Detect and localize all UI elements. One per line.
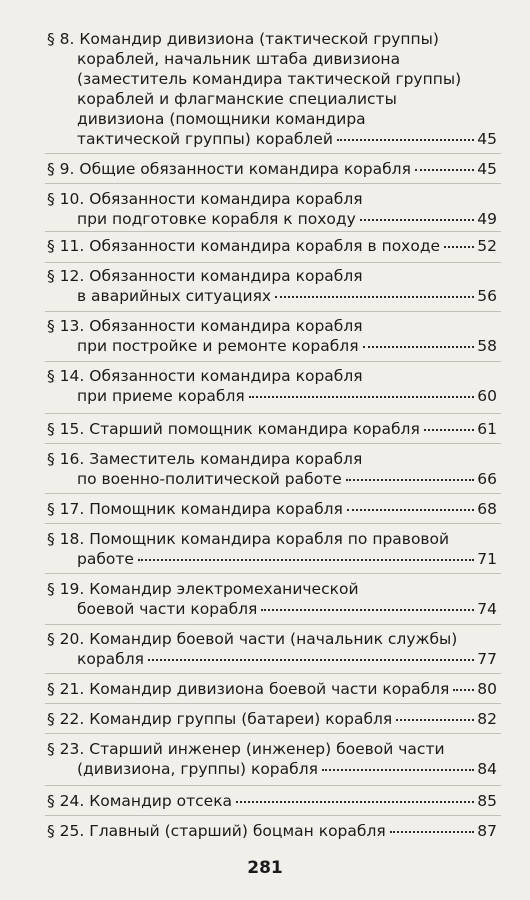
dot-leader	[138, 547, 474, 561]
toc-entry-title: работе	[77, 550, 134, 568]
toc-entry-line	[47, 449, 497, 469]
toc-page-number: 74	[477, 600, 497, 618]
toc-entry-title: § 22. Командир группы (батареи) корабля	[47, 710, 393, 728]
toc-entry	[47, 821, 497, 841]
toc-entry	[47, 579, 497, 619]
toc-entry-line	[47, 649, 497, 669]
toc-entry-line	[47, 791, 497, 811]
toc-entry-title: дивизиона (помощники командира	[77, 110, 366, 128]
toc-entry-title: по военно-политической работе	[77, 470, 342, 488]
toc-entry-title: (заместитель командира тактической группы)	[77, 70, 462, 88]
toc-entry-title: § 19. Командир электромеханической	[47, 580, 359, 598]
entry-divider	[45, 311, 501, 312]
dot-leader	[390, 819, 474, 833]
dot-leader	[360, 207, 474, 221]
dot-leader	[347, 497, 474, 511]
toc-entry	[47, 159, 497, 179]
entry-divider	[45, 262, 501, 263]
toc-entry-title: (дивизиона, группы) корабля	[77, 760, 318, 778]
dot-leader	[322, 757, 474, 771]
toc-page-number: 49	[477, 210, 497, 228]
toc-page-number: 66	[477, 470, 497, 488]
toc-entry-title: кораблей, начальник штаба дивизиона	[77, 50, 401, 68]
toc-entry-title: § 12. Обязанности командира корабля	[47, 267, 363, 285]
toc-entry	[47, 266, 497, 306]
toc-page-number: 68	[477, 500, 497, 518]
toc-entry-line	[47, 679, 497, 699]
toc-entry-line	[47, 159, 497, 179]
toc-entry	[47, 709, 497, 729]
toc-entry-title: тактической группы) кораблей	[77, 130, 333, 148]
toc-entry	[47, 529, 497, 569]
toc-entry-line	[47, 69, 497, 89]
toc-page-number: 71	[477, 550, 497, 568]
dot-leader	[346, 467, 474, 481]
entry-divider	[45, 493, 501, 494]
toc-entry	[47, 189, 497, 229]
toc-page-number: 61	[477, 420, 497, 438]
toc-entry-title: корабля	[77, 650, 144, 668]
toc-entry-line	[47, 366, 497, 386]
toc-entry-title: § 15. Старший помощник командира корабля	[47, 420, 420, 438]
toc-entry-line	[47, 579, 497, 599]
toc-entry-line	[47, 266, 497, 286]
toc-page-number: 82	[477, 710, 497, 728]
entry-divider	[45, 733, 501, 734]
dot-leader	[424, 417, 474, 431]
toc-entry-line	[47, 336, 497, 356]
toc-entry-line	[47, 739, 497, 759]
toc-entry-line	[47, 629, 497, 649]
toc-page-number: 45	[477, 160, 497, 178]
entry-divider	[45, 523, 501, 524]
toc-entry-line	[47, 316, 497, 336]
toc-entry-line	[47, 549, 497, 569]
dot-leader	[148, 647, 474, 661]
toc-page-number: 80	[477, 680, 497, 698]
toc-entry-line	[47, 49, 497, 69]
toc-entry-title: при подготовке корабля к походу	[77, 210, 356, 228]
toc-entry-title: § 14. Обязанности командира корабля	[47, 367, 363, 385]
toc-entry-title: § 24. Командир отсека	[47, 792, 233, 810]
dot-leader	[337, 127, 474, 141]
dot-leader	[261, 597, 474, 611]
dot-leader	[275, 284, 474, 298]
entry-divider	[45, 624, 501, 625]
toc-entry-line	[47, 386, 497, 406]
toc-entry	[47, 419, 497, 439]
toc-entry-line	[47, 236, 497, 256]
entry-divider	[45, 413, 501, 414]
toc-entry-line	[47, 29, 497, 49]
toc-page-number: 56	[477, 287, 497, 305]
dot-leader	[396, 707, 474, 721]
toc-entry-title: § 20. Командир боевой части (начальник службы)	[47, 630, 458, 648]
toc-entry-title: в аварийных ситуациях	[77, 287, 272, 305]
toc-entry-title: § 16. Заместитель командира корабля	[47, 450, 363, 468]
toc-entry-title: при приеме корабля	[77, 387, 245, 405]
entry-divider	[45, 361, 501, 362]
toc-entry-title: § 18. Помощник командира корабля по правовой	[47, 530, 450, 548]
dot-leader	[444, 234, 474, 248]
entry-divider	[45, 703, 501, 704]
dot-leader	[249, 384, 474, 398]
toc-entry-title: кораблей и флагманские специалисты	[77, 90, 397, 108]
page-number: 281	[247, 858, 283, 878]
toc-entry	[47, 739, 497, 779]
toc-page-number: 58	[477, 337, 497, 355]
toc-entry-line	[47, 709, 497, 729]
toc-entry	[47, 29, 497, 149]
toc-entry-title: § 21. Командир дивизиона боевой части корабля	[47, 680, 450, 698]
toc-page-number: 45	[477, 130, 497, 148]
entry-divider	[45, 443, 501, 444]
toc-entry-title: § 11. Обязанности командира корабля в походе	[47, 237, 441, 255]
entry-divider	[45, 153, 501, 154]
toc-entry	[47, 316, 497, 356]
toc-page-number: 87	[477, 822, 497, 840]
toc-entry	[47, 791, 497, 811]
entry-divider	[45, 183, 501, 184]
toc-page-number: 85	[477, 792, 497, 810]
entry-divider	[45, 815, 501, 816]
toc-entry-line	[47, 419, 497, 439]
toc-entry-line	[47, 821, 497, 841]
toc-page-number: 77	[477, 650, 497, 668]
entry-divider	[45, 231, 501, 232]
toc-entry-title: при постройке и ремонте корабля	[77, 337, 359, 355]
toc-page-number: 60	[477, 387, 497, 405]
toc-entry-line	[47, 469, 497, 489]
toc-entry-line	[47, 529, 497, 549]
toc-entry-line	[47, 759, 497, 779]
toc-page-number: 84	[477, 760, 497, 778]
toc-entry-line	[47, 89, 497, 109]
toc-entry	[47, 679, 497, 699]
entry-divider	[45, 673, 501, 674]
toc-entry	[47, 366, 497, 406]
toc-entry-title: § 17. Помощник командира корабля	[47, 500, 343, 518]
toc-entry-line	[47, 189, 497, 209]
toc-entry-line	[47, 109, 497, 129]
toc-page-number: 52	[477, 237, 497, 255]
toc-entry	[47, 499, 497, 519]
toc-entry-title: § 25. Главный (старший) боцман корабля	[47, 822, 386, 840]
toc-entry-title: § 10. Обязанности командира корабля	[47, 190, 363, 208]
toc-entry-line	[47, 499, 497, 519]
dot-leader	[236, 789, 474, 803]
entry-divider	[45, 573, 501, 574]
toc-entry-title: боевой части корабля	[77, 600, 258, 618]
dot-leader	[363, 334, 474, 348]
dot-leader	[415, 157, 474, 171]
toc-entry-line	[47, 209, 497, 229]
toc-entry-title: § 13. Обязанности командира корабля	[47, 317, 363, 335]
toc-entry-line	[47, 599, 497, 619]
dot-leader	[453, 677, 474, 691]
toc-entry-title: § 9. Общие обязанности командира корабля	[47, 160, 411, 178]
toc-entry-line	[47, 286, 497, 306]
entry-divider	[45, 785, 501, 786]
toc-entry-title: § 8. Командир дивизиона (тактической группы)	[47, 30, 439, 48]
toc-entry	[47, 236, 497, 256]
toc-entry-title: § 23. Старший инженер (инженер) боевой части	[47, 740, 445, 758]
toc-entry-line	[47, 129, 497, 149]
toc-entry	[47, 629, 497, 669]
toc-entry	[47, 449, 497, 489]
